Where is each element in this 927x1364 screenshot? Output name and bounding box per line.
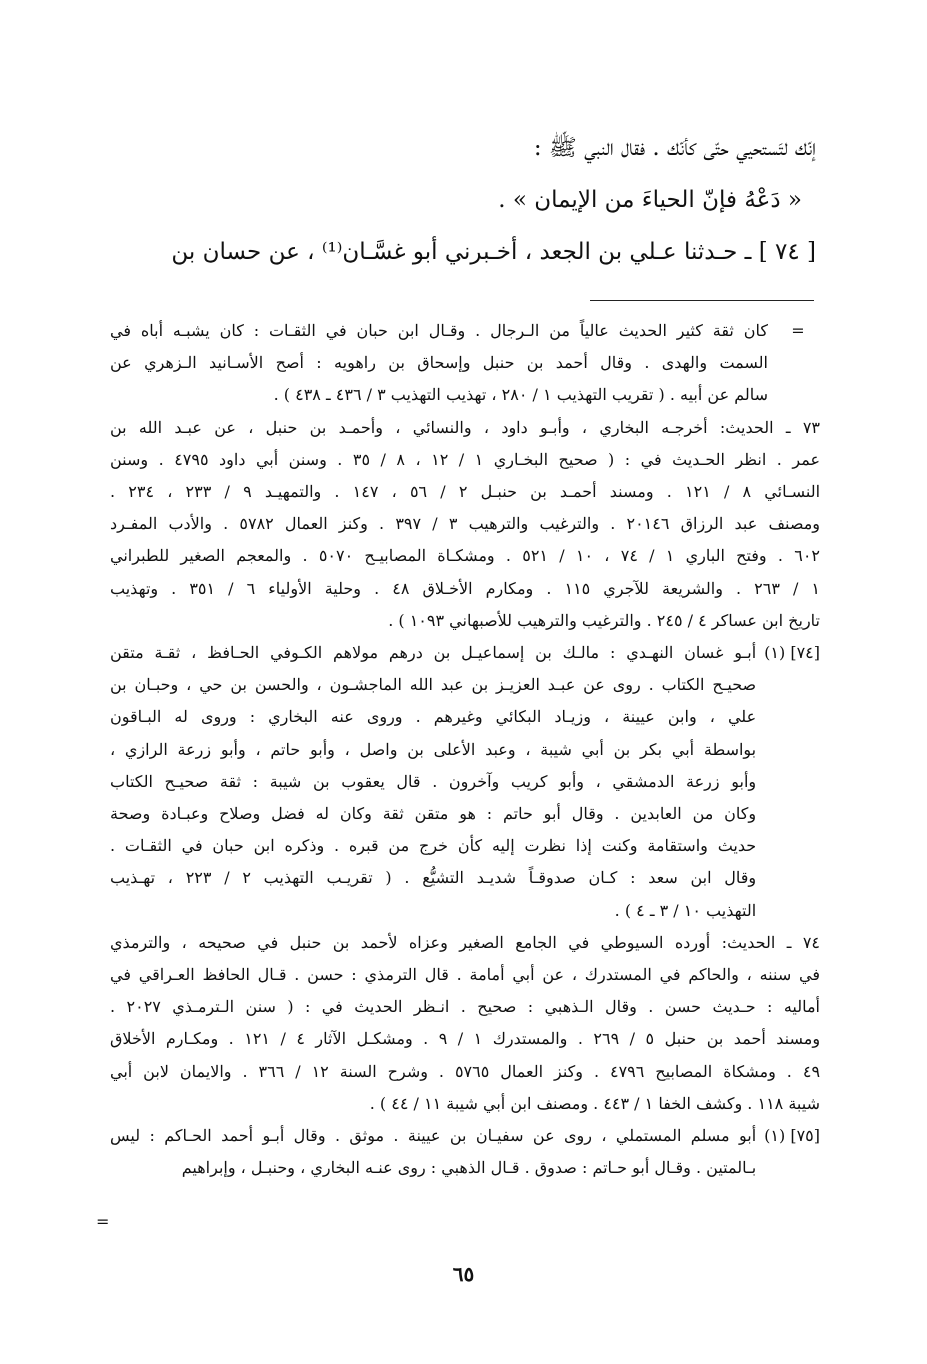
footnote-line: أبـو غسان النهـدي : مالـك بن إسماعيـل بن درهم مولاهم الكـوفي الحـافظ ، ثقـة متقن xyxy=(110,643,757,663)
hadith-74-first-line: أورده السيوطي في الجامع الصغير وعزاه لأحمد بن حنبل في صحيحه ، والترمذي xyxy=(110,932,711,952)
footnote-line: أماليه : حـديث حسن . وقال الـذهبي : صحيح . انـظر الحديث في : ( سنن الـترمـذي ٢٠٢٧ . xyxy=(110,997,820,1017)
footnote-line: ومصنف عبد الرزاق ٢٠١٤٦ . والترغيب والترهيب ٣ / ٣٩٧ . وكنز العمال ٥٧٨٢ . والأدب المفـرد xyxy=(110,514,821,534)
hadith-74-tag: ٧٤ ـ الحديث: xyxy=(721,932,820,952)
footnote-line: بواسطة أبي بكر بن أبي شيبة ، وعبد الأعلى بن واصل ، وأبو حاتم ، وأبو زرعة الرازي ، xyxy=(110,739,757,759)
footnote-75-1 xyxy=(110,1120,820,1184)
main-text-line-2: « دَعْهُ فإنّ الحياءَ من الإيمان » . xyxy=(498,187,802,213)
continuation-marker: = xyxy=(791,321,805,340)
footnote-line: ٤٩ . ومشكاة المصابيح ٤٧٩٦ . وكنز العمال ٥٧٦٥ . وشرح السنة ١٢ / ٣٦٦ . والايمان لابن أبي xyxy=(110,1061,821,1081)
main-text-line-1: إنّك لتَستحيي حتّى كأنّك . فقال النبي ﷺ : xyxy=(533,135,816,161)
footnote-continuation xyxy=(110,315,820,412)
footnote-line: ١ / ٢٦٣ . والشريعة للآجري ١١٥ . ومكارم الأخـلاق ٤٨ . وحلية الأولياء ٦ / ٣٥١ . وتهذيب xyxy=(110,578,820,598)
footnote-line: كان ثقة كثير الحديث عالياً من الـرجال . وقـال ابن حبان في الثقـات : كان يشبـه أباه في xyxy=(110,321,768,340)
footnote-line: ٦٠٢ . وفتح الباري ١ / ٧٤ ، ١٠ / ٥٢١ . ومشكـاة المصابيـح ٥٠٧٠ . والمعجم الصغير للطبراني xyxy=(110,546,821,566)
footnote-line: التهذيب ١٠ / ٣ ـ ٤ ) . xyxy=(614,900,757,920)
footnote-tag: [٧٥] (١) xyxy=(764,1126,820,1146)
footnote-line: حديث واستقامة وكنت إذا نظرت إليه كأن خرج من قبره . وذكره ابن حبان في الثقـات . xyxy=(110,836,757,856)
footnote-separator xyxy=(590,300,814,301)
footnote-line: ومسند أحمد بن حنبل ٥ / ٢٦٩ . والمستدرك ١ / ٩ . ومشكـل الآثار ٤ / ١٢١ . ومكـارم الأخلاق xyxy=(110,1029,821,1049)
footnote-line: النسـائي ٨ / ١٢١ . ومسند أحمـد بن حنبـل ٢ / ٥٦ ، ١٤٧ . والتمهيـد ٩ / ٢٣٣ ، ٢٣٤ . xyxy=(110,482,821,502)
footnote-line: وقال ابن سعد : كـان صدوقـاً شديـد التشيُّع . ( تقريـب التهذيب ٢ / ٢٢٣ ، تهـذيب xyxy=(110,868,757,888)
footnote-line: علي ، وابن عيينة ، وزيـاد البكائي وغيرهم . وروى عنه البخاري : وروى له البـاقون xyxy=(110,707,757,727)
footnote-line: أبو مسلم المستملي ، روى عن سفيـان بن عيينة . موثق . وقال أبـو أحمد الحـاكم : ليس xyxy=(110,1126,757,1146)
footnote-line: وأبو زرعة الدمشقي ، وأبو كريب وآخرون . قال يعقوب بن شيبة : ثقة صحيـح الكتاب xyxy=(110,771,757,791)
hadith-74-note xyxy=(110,927,820,1120)
footnote-line: تاريخ ابن عساكر ٤ / ٢٤٥ . والترغيب والترهيب للأصبهاني ١٠٩٣ ) . xyxy=(388,610,820,630)
footnote-line: وكان من العابدين . وقال أبو حاتم : هو متقن ثقة وكان له فضل وصلاح وعبـادة وصحة xyxy=(110,804,757,824)
footnote-line: في سننه ، والحاكم في المستدرك ، عن أبي أمامة . قال الترمذي : حسن . قـال الحافظ العـراقي في xyxy=(110,965,820,985)
main-text-line-3: [ ٧٤ ] ـ حـدثنا عـلي بن الجعد ، أخـبرني أبو غسَّـان⁽¹⁾ ، عن حسان بن xyxy=(171,239,816,265)
footnote-tag: [٧٤] (١) xyxy=(764,643,820,663)
footnote-line: بـالمتين . وقـال أبو حـاتم : صدوق . قـال الذهبي : روى عنـه البخاري ، وحنبـل ، وإبراهيم xyxy=(181,1158,757,1178)
footnote-74-1 xyxy=(110,637,820,927)
footnote-line: السمت والهدى . وقال أحمد بن حنبل وإسحاق بن راهويه : أصح الأسـانيد الـزهري عن xyxy=(110,353,768,373)
continues-marker: = xyxy=(96,1212,110,1231)
footnote-line: شيبة ١١٨ . وكشف الخفا ١ / ٤٤٣ . ومصنف ابن أبي شيبة ١١ / ٤٤ ) . xyxy=(369,1093,820,1113)
footnote-line xyxy=(110,927,820,959)
footnote-line: ٧٣ ـ الحديث: أخرجـه البخاري ، وأبـو داود ، والنسائي ، وأحمـد بن حنبل ، عن عبـد الله بن xyxy=(110,417,820,437)
footnotes xyxy=(110,315,820,1184)
footnote-line: عمر . انظر الحـديث في : ( صحيح البخـاري ١ / ١٢ ، ٨ / ٣٥ . وسنن أبي داود ٤٧٩٥ . وسنن xyxy=(110,449,821,469)
hadith-73-note xyxy=(110,412,820,637)
footnote-line: سالم عن أبيه . ( تقريب التهذيب ١ / ٢٨٠ ، تهذيب التهذيب ٣ / ٤٣٦ ـ ٤٣٨ ) . xyxy=(273,385,768,405)
page-number: ٦٥ xyxy=(452,1262,475,1286)
footnote-line: صحيـح الكتاب . روى عن عبـد العزيـز بن عبد الله الماجشـون ، والحسن بن حي ، وحبـان بن xyxy=(110,675,757,695)
main-text xyxy=(110,122,816,278)
